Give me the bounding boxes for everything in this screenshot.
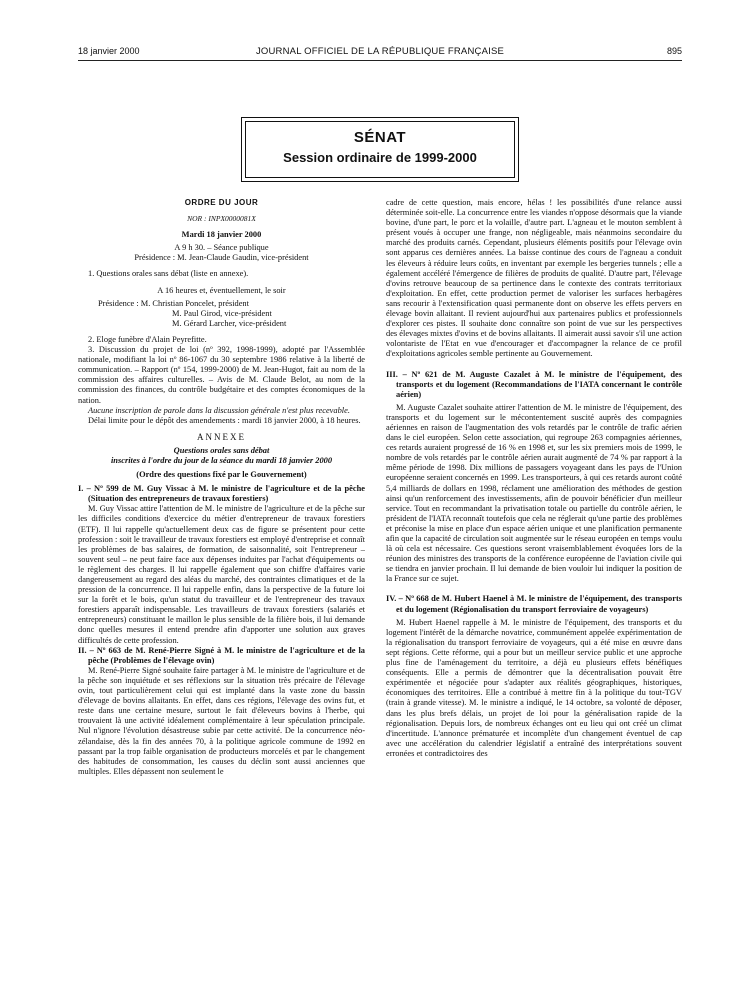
header-date: 18 janvier 2000 <box>78 46 140 56</box>
question-599-title: I. – Nº 599 de M. Guy Vissac à M. le ministre de l'agriculture et de la pêche (Situation des entrepreneurs de travaux forestiers) <box>78 484 365 504</box>
right-column <box>386 198 682 759</box>
question-663-continuation: cadre de cette question, mais encore, hélas ! les possibilités d'une relance aussi déterminée soit-elle. La concurrence entre les viandes n'oppose désormais que la viande bovine, d'une part, le porc et la volaille, d'autre part. L'agneau et le mouton semblent à présent voués à occuper une frange, non négligeable, mais néanmoins secondaire du marché des produits carnés. Cependant, plusieurs éléments positifs pour l'élevage ovin sont apparus ces dernières années. La baisse continue des cours de l'agneau a conduit les éleveurs à réduire leurs coûts, en inventant par exemple les bergeries tunnels ; elle a également accéléré l'émergence de filières de produits de qualité. D'autre part, l'élevage d'ovins retrouve beaucoup de sa pertinence dans le contexte des contrats territoriaux d'exploitation. En effet, cette production permet de valoriser les surfaces herbagères sans recourir à l'extensification quasi permanente dont on observe les effets pervers en élevage bovin allaitant. Il revient aujourd'hui aux partenaires publics et professionnels d'explorer ces pistes. Il souhaite donc connaître son point de vue sur les perspectives des élevages mixtes d'ovins et de bovins allaitants. Il aimerait aussi savoir s'il une action volontariste de l'Etat en vue d'encourager et d'accompagner la relance de ce profil d'exploitations agricoles semble pertinente au Gouvernement. <box>386 198 682 359</box>
seance-time: A 9 h 30. – Séance publique <box>174 243 269 253</box>
agenda-item-3: 3. Discussion du projet de loi (nº 392, 1998-1999), adopté par l'Assemblée nationale, modifiant la loi nº 86-1067 du 30 septembre 1986 relative à la liberté de communication. – Rapport (nº 154, 1999-2000) de M. Jean-Hugot, fait au nom de la commission des affaires culturelles. – Avis de M. Claude Belot, au nom de la commission des finances, du contrôle budgétaire et des comptes économiques de la nation. <box>78 345 365 405</box>
nor-reference: NOR : INPX0000081X <box>187 214 256 224</box>
agenda-item-2: 2. Eloge funèbre d'Alain Peyrefitte. <box>88 334 207 344</box>
question-668-text: M. Hubert Haenel rappelle à M. le ministre de l'équipement, des transports et du logement l'intérêt de la démarche novatrice, communément appelée expérimentation de la régionalisation du transport ferroviaire de voyageurs, qui a été mise en œuvre dans sept régions. Cette réforme, qui a pour but un meilleur service public et une approche plus fine de l'aménagement du territoire, a déjà eu plusieurs effets bénéfiques conséquents. Elle a permis de démontrer que la décentralisation pouvait être expérimentée et négociée pour s'adapter aux réalités géographiques, historiques, économiques des territoires. Elle a contribué à mettre fin à la politique du tout-TGV (train à grande vitesse). M. le ministre a indiqué, le 14 octobre, sa volonté de déposer, dans les plus brefs délais, un projet de loi pour la généralisation rapide de la régionalisation. Depuis lors, de nombreux échanges ont eu lieu qui ont créé un climat d'incertitude. L'annonce prématurée et incomplète d'un changement éventuel de cap avec une accélération du calendrier législatif a entraîné des interprétations souvent erronées et contradictoires des <box>386 617 682 758</box>
afternoon-session: A 16 heures et, éventuellement, le soir <box>157 285 286 295</box>
questions-orales-heading: Questions orales sans débat <box>173 445 270 455</box>
question-663-text: M. René-Pierre Signé souhaite faire partager à M. le ministre de l'agriculture et de la pêche son inquiétude et ses réflexions sur la situation très précaire de l'élevage ovin, tout particulièrement celui qui est implanté dans la vaste zone du bassin d'élevage de bovins allaitants. En effet, dans ces régions, l'élevage des ovins fut, et reste dans une certaine mesure, surtout le fait d'éleveurs bovins à l'herbe, qui trouvaient là une activité idéalement complémentaire à leur spéculation principale. Nul n'ignore l'évolution désastreuse subie par cette activité. De la concurrence néo-zélandaise, dès la fin des années 70, à la politique agricole commune de 1992 en passant par la trop faible organisation de producteurs morcelés et par le changement des habitudes de consommation, les causes du déclin sont aussi anciennes que multiples. Elles dépassent non seulement le <box>78 665 365 776</box>
session-date: Mardi 18 janvier 2000 <box>181 230 262 240</box>
aucune-inscription-note: Aucune inscription de parole dans la discussion générale n'est plus recevable. <box>88 405 350 415</box>
question-621-title: III. – Nº 621 de M. Auguste Cazalet à M. le ministre de l'équipement, des transports et du logement (Recommandations de l'IATA concernant le contrôle aérien) <box>386 369 682 399</box>
question-621-text: M. Auguste Cazalet souhaite attirer l'attention de M. le ministre de l'équipement, des transports et du logement sur le mécontentement suscité auprès des compagnies aériennes en raison de l'augmentation des vols retardés par le contrôle de trafic aérien dans le ciel européen. Selon cette association, qui regroupe 263 compagnies aériennes, ces retards auraient progressé de 16 % en 1998 et, sur les six premiers mois de 1999, le nombre de vols retardés par le contrôle aérien aurait augmenté de 74 % par rapport à la même période de 1998. Dix millions de passagers voyageant dans les pays de l'Union européenne seraient concernés en 1999. Les transporteurs, à qui ces retards auront coûté 5,4 milliards de dollars en 1998, réclament une amélioration des méthodes de gestion ainsi qu'un renforcement des investissements, afin de pouvoir bénéficier d'un meilleur service. Tout en recommandant la privatisation totale ou partielle du contrôle aérien, le président de l'IATA reconnaît toutefois que cela ne réglerait qu'une partie des problèmes et préconise la mise en place d'un espace aérien unique et une planification permanente afin que la capacité de circulation soit augmentée sur le réseau européen en temps voulu là où cela est nécessaire. Ces questions seront vraisemblablement évoquées lors de la réunion des ministres des transports de la conférence européenne de l'aviation civile qui se tiendra en janvier prochain. Il lui demande de bien vouloir lui indiquer la position de la France sur ce sujet. <box>386 402 682 584</box>
session-subtitle: Session ordinaire de 1999-2000 <box>283 150 477 165</box>
presidence-afternoon-1: Présidence : M. Christian Poncelet, président <box>98 298 249 308</box>
left-column <box>78 198 365 777</box>
senat-title: SÉNAT <box>353 129 407 146</box>
question-668-title: IV. – Nº 668 de M. Hubert Haenel à M. le ministre de l'équipement, des transports et du logement (Régionalisation du transport ferroviaire de voyageurs) <box>386 594 682 614</box>
page-header <box>78 46 682 60</box>
presidence-line: Présidence : M. Jean-Claude Gaudin, vice-président <box>134 253 309 263</box>
agenda-item-1: 1. Questions orales sans débat (liste en annexe). <box>88 269 249 279</box>
question-599-text: M. Guy Vissac attire l'attention de M. le ministre de l'agriculture et de la pêche sur les difficiles conditions d'exercice du métier d'entrepreneur de travaux forestiers (ETF). Il lui rappelle qu'actuellement deux cas de figure se présentent pour cette profession : soit le travailleur de travaux forestiers est employé d'entreprise et connaît les problèmes de bas salaires, de formation, de saisonnalité, soit l'entrepreneur – souvent seul – ne peut faire face aux dépenses induites par l'achat d'équipements ou le règlement des charges. Il lui rappelle également que son chiffre d'affaires varie dangereusement au regard des aléas du marché, des contraintes climatiques et de la pression de la concurrence. Il lui rappelle enfin, dans la perspective de la future loi sur la forêt et le bois, qu'un statut du travailleur et de l'entrepreneur des travaux forestiers apparaît indispensable. Les travailleurs de travaux forestiers (salariés et entrepreneurs) constituant le maillon le plus sensible de la filière bois, il lui demande donc quelles mesures il entend prendre afin d'apporter une solution aux graves difficultés de cette profession. <box>78 504 365 645</box>
annexe-heading: ANNEXE <box>197 431 246 442</box>
header-page-number: 895 <box>666 46 682 56</box>
delai-amendements: Délai limite pour le dépôt des amendements : mardi 18 janvier 2000, à 18 heures. <box>88 415 361 425</box>
presidence-afternoon-3: M. Gérard Larcher, vice-président <box>172 318 287 328</box>
header-rule <box>78 60 682 61</box>
header-journal-title: JOURNAL OFFICIEL DE LA RÉPUBLIQUE FRANÇAISE <box>255 46 505 57</box>
ordre-du-jour-heading: ORDRE DU JOUR <box>184 198 259 207</box>
ordre-fixe-note: (Ordre des questions fixé par le Gouvernement) <box>136 470 307 480</box>
senat-title-box <box>245 121 515 178</box>
presidence-afternoon-2: M. Paul Girod, vice-président <box>172 308 272 318</box>
question-663-title: II. – Nº 663 de M. René-Pierre Signé à M. le ministre de l'agriculture et de la pêche (Problèmes de l'élevage ovin) <box>78 645 365 665</box>
questions-orales-subheading: inscrites à l'ordre du jour de la séance du mardi 18 janvier 2000 <box>110 455 333 465</box>
